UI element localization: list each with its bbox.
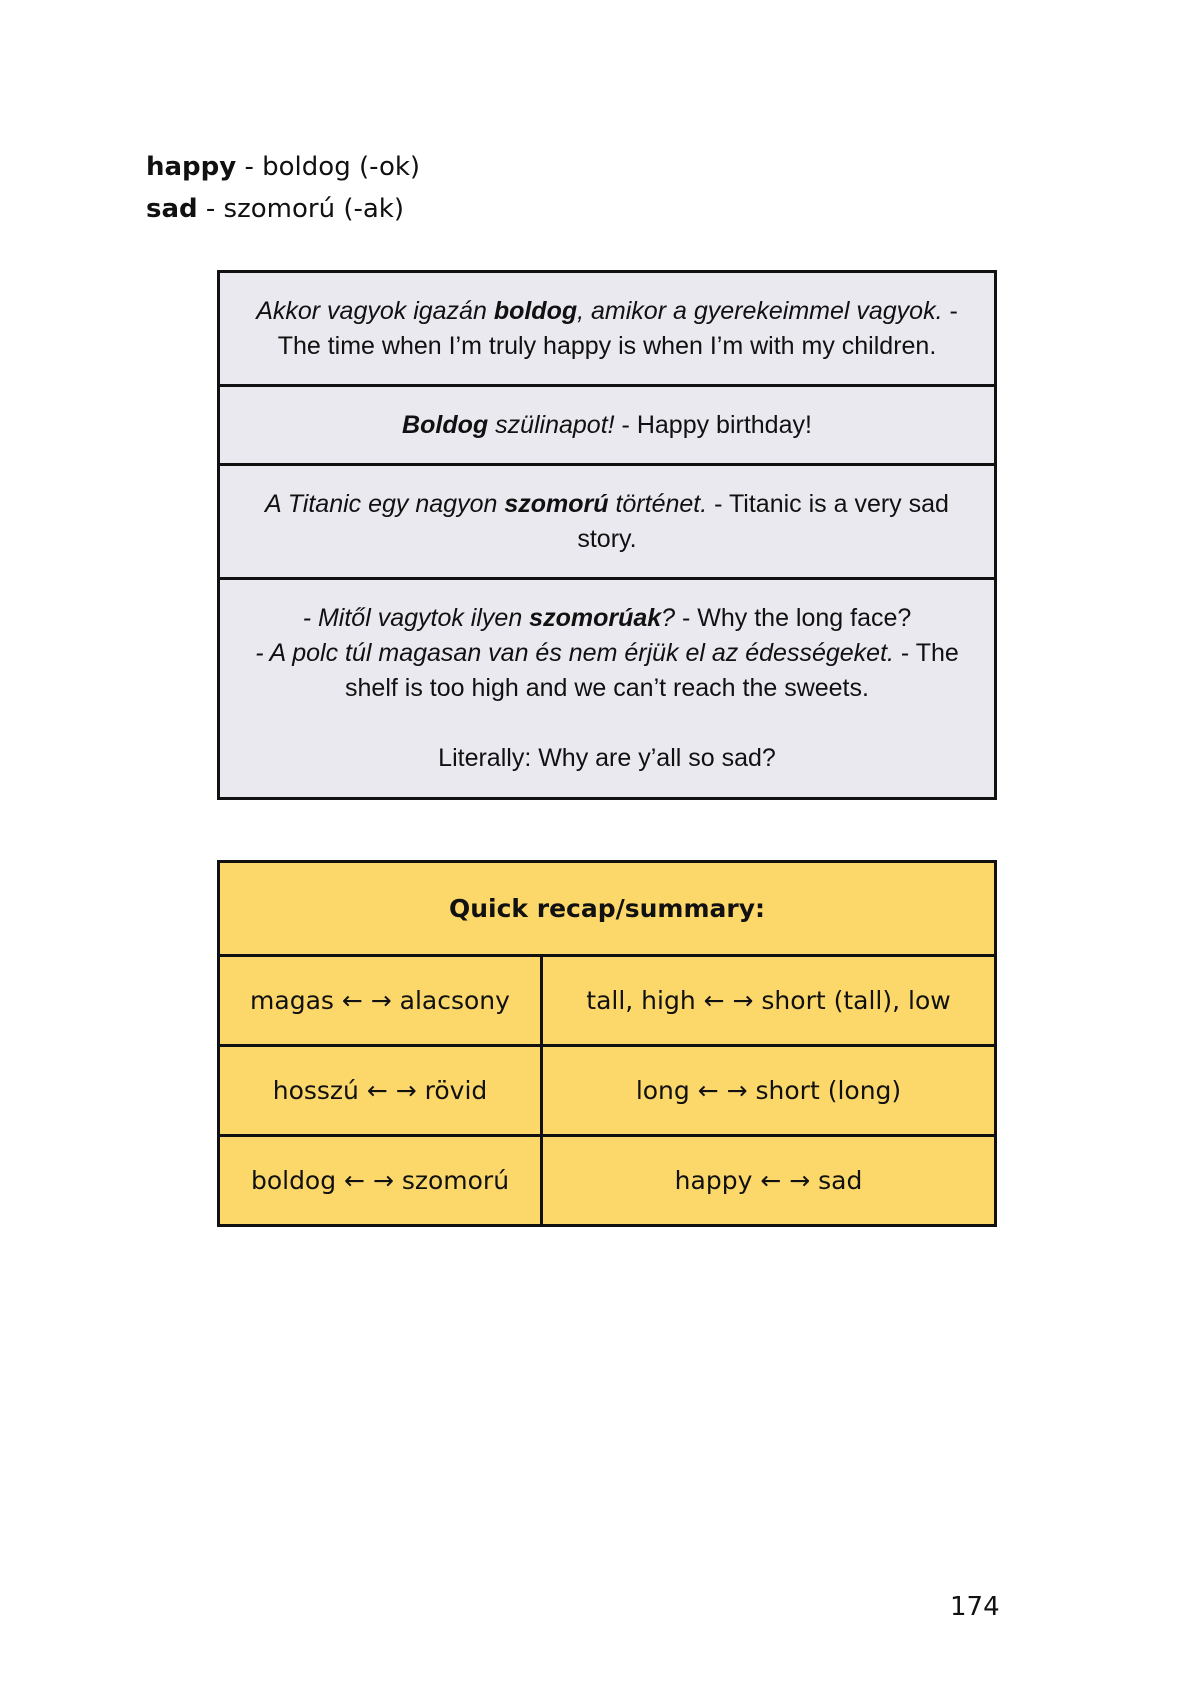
keyword: boldog	[493, 296, 578, 325]
dialogue-question	[242, 601, 972, 636]
example-hungarian	[303, 604, 675, 632]
keyword: szomorúak	[529, 604, 662, 632]
recap-english: tall, high ← → short (tall), low	[542, 956, 996, 1046]
vocab-item-sad	[146, 188, 420, 230]
example-english: - Happy birthday!	[614, 410, 812, 439]
dialogue-answer	[242, 636, 972, 706]
example-hungarian	[256, 297, 942, 325]
recap-row	[219, 1046, 996, 1136]
example-cell	[219, 579, 996, 799]
text: ?	[661, 604, 676, 632]
text: történet.	[608, 489, 708, 518]
example-hungarian	[402, 411, 615, 439]
recap-row	[219, 1136, 996, 1226]
spacer	[242, 706, 972, 741]
vocab-term: sad	[146, 194, 198, 224]
recap-hungarian: magas ← → alacsony	[219, 956, 542, 1046]
literal-translation: Literally: Why are y’all so sad?	[438, 744, 776, 772]
example-row	[219, 386, 996, 465]
keyword: Boldog	[402, 410, 489, 439]
example-row	[219, 579, 996, 799]
text: , amikor a gyerekeimmel vagyok.	[577, 296, 943, 325]
text: szülinapot!	[488, 410, 615, 439]
keyword: szomorú	[504, 489, 609, 518]
example-english: - Why the long face?	[675, 604, 912, 632]
recap-english: long ← → short (long)	[542, 1046, 996, 1136]
vocab-translation: - szomorú (-ak)	[197, 194, 404, 224]
example-english: - The time when I’m truly happy is when I’m with my children.	[277, 296, 958, 360]
example-sentences-table	[217, 270, 997, 800]
recap-hungarian: boldog ← → szomorú	[219, 1136, 542, 1226]
example-cell	[219, 386, 996, 465]
vocabulary-list	[146, 146, 420, 230]
example-cell	[219, 272, 996, 386]
vocab-translation: - boldog (-ok)	[236, 152, 421, 182]
text: Akkor vagyok igazán	[256, 296, 494, 325]
example-english: - The shelf is too high and we can’t reach the sweets.	[345, 639, 959, 702]
text: - Mitől vagytok ilyen	[302, 604, 530, 632]
recap-english: happy ← → sad	[542, 1136, 996, 1226]
example-row	[219, 465, 996, 579]
recap-row	[219, 956, 996, 1046]
example-row	[219, 272, 996, 386]
example-hungarian	[265, 490, 707, 518]
example-cell	[219, 465, 996, 579]
recap-table	[217, 860, 997, 1227]
recap-hungarian: hosszú ← → rövid	[219, 1046, 542, 1136]
vocab-term: happy	[146, 152, 237, 182]
recap-title: Quick recap/summary:	[219, 862, 996, 956]
text: A Titanic egy nagyon	[265, 489, 505, 518]
example-hungarian: - A polc túl magasan van és nem érjük el az édességeket.	[255, 639, 894, 667]
recap-header-row	[219, 862, 996, 956]
page-number: 174	[950, 1592, 1000, 1622]
example-english: - Titanic is a very sad story.	[577, 489, 949, 553]
vocab-item-happy	[146, 146, 420, 188]
